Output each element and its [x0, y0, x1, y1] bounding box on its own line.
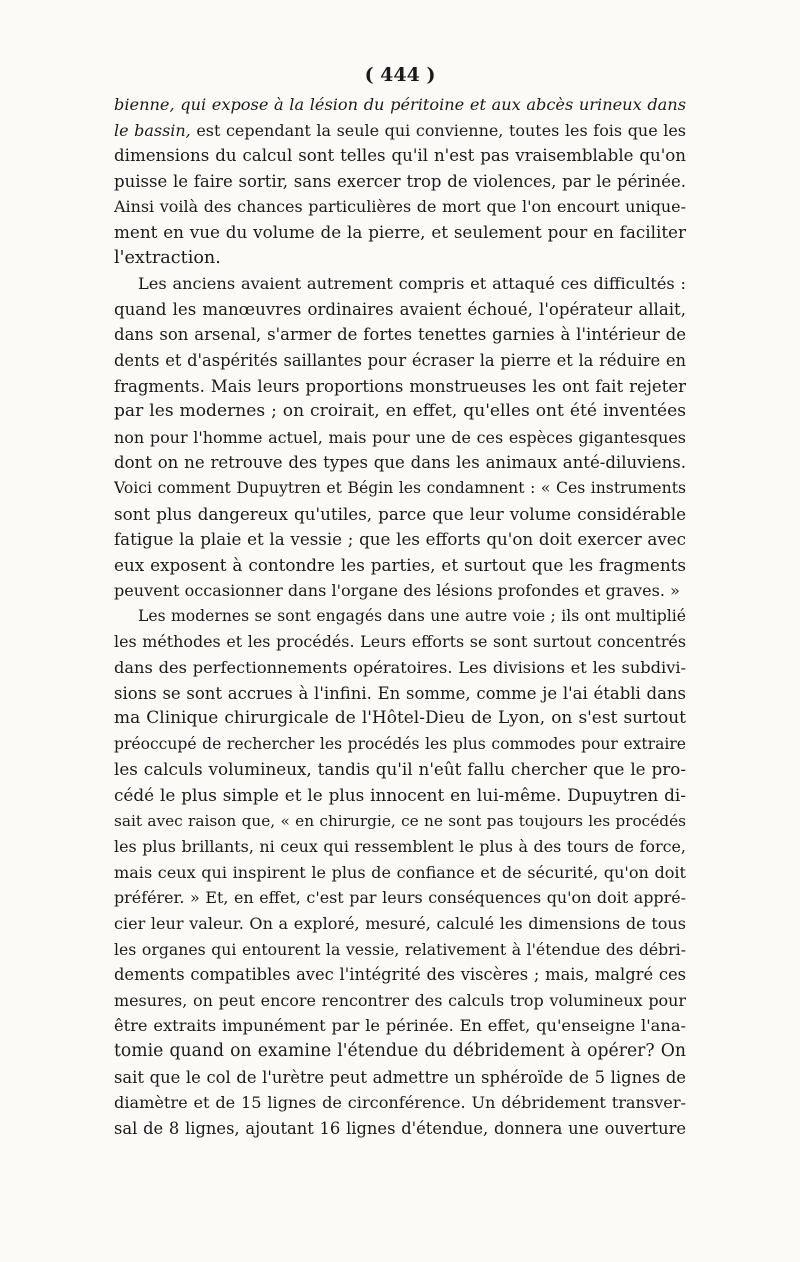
text-line: [114, 348, 686, 374]
text-line: [114, 271, 686, 297]
text-line: [114, 399, 686, 425]
line-text: peuvent occasionner dans l'organe des lésions profondes et graves. »: [114, 581, 680, 601]
page-number: ( 444 ): [364, 64, 436, 86]
text-line: [114, 553, 686, 579]
text-line: [114, 706, 686, 732]
line-text: Les anciens avaient autrement compris et attaqué ces difficultés :: [138, 274, 686, 294]
line-text: Ainsi voilà des chances particulières de mort que l'on encourt unique-: [114, 197, 686, 217]
line-text: mais ceux qui inspirent le plus de confiance et de sécurité, qu'on doit: [114, 862, 686, 882]
line-text: préférer. » Et, en effet, c'est par leurs conséquences qu'on doit appré-: [114, 888, 686, 908]
line-text: mesures, on peut encore rencontrer des calculs trop volumineux pour: [114, 990, 686, 1010]
line-text: sont plus dangereux qu'utiles, parce que leur volume considérable: [114, 503, 686, 524]
text-line: [114, 450, 686, 476]
line-text: les organes qui entourent la vessie, relativement à l'étendue des débri-: [114, 939, 686, 959]
text-line: [114, 988, 686, 1014]
text-line: [114, 374, 686, 400]
text-line: [114, 860, 686, 886]
text-line: [114, 681, 686, 707]
line-text: cier leur valeur. On a exploré, mesuré, calculé les dimensions de tous: [114, 914, 686, 933]
body-text: [114, 92, 686, 1141]
text-line: [114, 834, 686, 860]
text-line: [114, 911, 686, 937]
text-line: [114, 425, 686, 451]
line-text: dont on ne retrouve des types que dans les animaux anté-diluviens.: [114, 453, 686, 473]
line-text: par les modernes ; on croirait, en effet, qu'elles ont été inventées: [114, 401, 686, 422]
line-text: les calculs volumineux, tandis qu'il n'eût fallu chercher que le pro-: [114, 759, 686, 780]
text-line: [114, 604, 686, 630]
text-line: [114, 1090, 686, 1116]
text-line: [114, 476, 686, 502]
line-text: fatigue la plaie et la vessie ; que les efforts qu'on doit exercer avec: [114, 530, 686, 550]
text-line: [114, 220, 686, 246]
line-text: quand les manœuvres ordinaires avaient échoué, l'opérateur allait,: [114, 299, 686, 319]
text-line: [114, 732, 686, 758]
line-text: cédé le plus simple et le plus innocent en lui-même. Dupuytren di-: [114, 785, 686, 806]
line-text: ment en vue du volume de la pierre, et seulement pour en faciliter: [114, 221, 686, 242]
text-line: [114, 578, 686, 604]
line-text: puisse le faire sortir, sans exercer trop de violences, par le périnée.: [114, 171, 686, 191]
line-text: préoccupé de rechercher les procédés les plus commodes pour extraire: [114, 734, 686, 753]
line-text: les plus brillants, ni ceux qui ressemblent le plus à des tours de force,: [114, 837, 686, 857]
text-line: [114, 143, 686, 169]
line-text: être extraits impunément par le périnée. En effet, qu'enseigne l'ana-: [114, 1016, 686, 1036]
line-text: Les modernes se sont engagés dans une autre voie ; ils ont multiplié: [138, 606, 686, 625]
text-line: [114, 118, 686, 144]
line-text: non pour l'homme actuel, mais pour une de ces espèces gigantesques: [114, 427, 686, 447]
text-line: [114, 92, 686, 118]
text-line: [114, 322, 686, 348]
line-text: sal de 8 lignes, ajoutant 16 lignes d'étendue, donnera une ouverture: [114, 1118, 686, 1138]
line-text: dans des perfectionnements opératoires. Les divisions et les subdivi-: [114, 658, 686, 678]
text-line: [114, 809, 686, 835]
line-text: sait avec raison que, « en chirurgie, ce ne sont pas toujours les procédés: [114, 811, 686, 830]
text-line: [114, 629, 686, 655]
line-text: fragments. Mais leurs proportions monstrueuses les ont fait rejeter: [114, 376, 686, 396]
text-line: [114, 885, 686, 911]
text-line: [114, 937, 686, 963]
italic-text: bienne, qui expose à la lésion du péritoine et aux abcès urineux dans: [114, 95, 686, 114]
italic-text: le bassin,: [114, 120, 191, 140]
line-text: dimensions du calcul sont telles qu'il n'est pas vraisemblable qu'on: [114, 146, 686, 166]
line-text: dements compatibles avec l'intégrité des viscères ; mais, malgré ces: [114, 965, 686, 985]
text-line: [114, 962, 686, 988]
text-line: [114, 1065, 686, 1091]
line-text: est cependant la seule qui convienne, toutes les fois que les: [190, 120, 686, 140]
line-text: l'extraction.: [114, 247, 221, 268]
line-text: les méthodes et les procédés. Leurs efforts se sont surtout concentrés: [114, 632, 686, 652]
line-text: ma Clinique chirurgicale de l'Hôtel-Dieu de Lyon, on s'est surtout: [114, 708, 686, 729]
line-text: eux exposent à contondre les parties, et surtout que les fragments: [114, 554, 686, 575]
text-line: [114, 169, 686, 195]
line-text: dans son arsenal, s'armer de fortes tenettes garnies à l'intérieur de: [114, 325, 686, 345]
line-text: diamètre et de 15 lignes de circonférence. Un débridement transver-: [114, 1093, 686, 1113]
text-line: [114, 246, 686, 272]
line-text: Voici comment Dupuytren et Bégin les condamnent : « Ces instruments: [114, 478, 686, 497]
text-line: [114, 297, 686, 323]
text-line: [114, 502, 686, 528]
line-text: sait que le col de l'urètre peut admettre un sphéroïde de 5 lignes de: [114, 1067, 686, 1087]
line-text: sions se sont accrues à l'infini. En somme, comme je l'ai établi dans: [114, 683, 686, 703]
line-text: tomie quand on examine l'étendue du débridement à opérer? On: [114, 1040, 686, 1061]
text-line: [114, 1013, 686, 1039]
text-line: [114, 194, 686, 220]
text-line: [114, 783, 686, 809]
text-line: [114, 1039, 686, 1065]
text-line: [114, 1116, 686, 1142]
text-line: [114, 527, 686, 553]
book-page: [114, 60, 686, 1141]
text-line: [114, 757, 686, 783]
line-text: dents et d'aspérités saillantes pour écraser la pierre et la réduire en: [114, 350, 686, 370]
text-line: [114, 655, 686, 681]
